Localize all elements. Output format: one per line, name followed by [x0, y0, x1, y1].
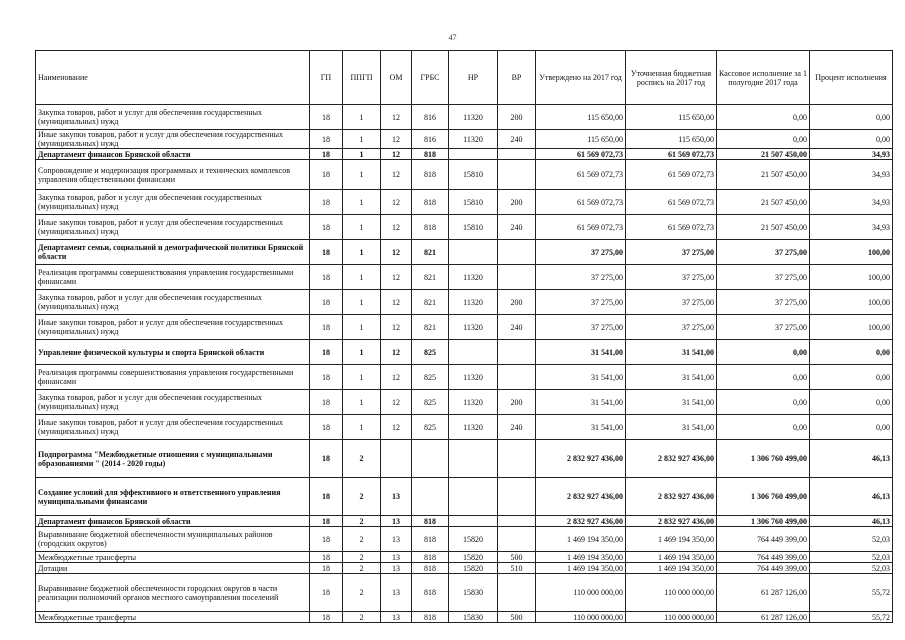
cell-grbs: 816	[412, 105, 449, 130]
cell-gp: 18	[310, 516, 343, 527]
cell-name: Департамент семьи, социальной и демографической политики Брянской области	[36, 240, 310, 265]
cell-nr: 11320	[449, 315, 498, 340]
cell-grbs: 821	[412, 265, 449, 290]
cell-cash: 1 306 760 499,00	[717, 440, 810, 478]
cell-nr: 11320	[449, 365, 498, 390]
cell-vr: 240	[498, 415, 536, 440]
cell-gp: 18	[310, 612, 343, 623]
cell-refined: 37 275,00	[626, 240, 717, 265]
cell-approved: 1 469 194 350,00	[536, 563, 626, 574]
cell-ppgp: 2	[343, 552, 381, 563]
cell-refined: 2 832 927 436,00	[626, 440, 717, 478]
header-nr: НР	[449, 51, 498, 105]
cell-gp: 18	[310, 315, 343, 340]
cell-refined: 2 832 927 436,00	[626, 516, 717, 527]
cell-name: Иные закупки товаров, работ и услуг для обеспечения государственных (муниципальных) нужд	[36, 130, 310, 149]
cell-grbs	[412, 478, 449, 516]
cell-percent: 55,72	[810, 612, 893, 623]
cell-vr: 510	[498, 563, 536, 574]
cell-om: 13	[381, 478, 412, 516]
cell-name: Управление физической культуры и спорта Брянской области	[36, 340, 310, 365]
cell-cash: 0,00	[717, 390, 810, 415]
cell-approved: 37 275,00	[536, 240, 626, 265]
cell-gp: 18	[310, 265, 343, 290]
cell-approved: 61 569 072,73	[536, 149, 626, 160]
cell-nr	[449, 478, 498, 516]
table-row	[36, 390, 893, 415]
cell-cash: 37 275,00	[717, 315, 810, 340]
cell-ppgp: 1	[343, 130, 381, 149]
cell-ppgp: 1	[343, 215, 381, 240]
cell-om: 13	[381, 516, 412, 527]
cell-grbs: 821	[412, 290, 449, 315]
cell-vr	[498, 265, 536, 290]
cell-percent: 100,00	[810, 315, 893, 340]
cell-name: Закупка товаров, работ и услуг для обеспечения государственных (муниципальных) нужд	[36, 290, 310, 315]
cell-om: 12	[381, 415, 412, 440]
cell-gp: 18	[310, 563, 343, 574]
cell-om: 13	[381, 563, 412, 574]
cell-name: Межбюджетные трансферты	[36, 552, 310, 563]
cell-name: Реализация программы совершенствования управления государственными финансами	[36, 365, 310, 390]
cell-grbs: 818	[412, 574, 449, 612]
cell-percent: 52,03	[810, 552, 893, 563]
cell-om: 12	[381, 390, 412, 415]
cell-approved: 61 569 072,73	[536, 160, 626, 190]
table-row	[36, 478, 893, 516]
table-row	[36, 215, 893, 240]
cell-name: Иные закупки товаров, работ и услуг для обеспечения государственных (муниципальных) нужд	[36, 315, 310, 340]
cell-gp: 18	[310, 365, 343, 390]
cell-approved: 1 469 194 350,00	[536, 552, 626, 563]
cell-refined: 31 541,00	[626, 340, 717, 365]
cell-refined: 110 000 000,00	[626, 574, 717, 612]
cell-om: 13	[381, 527, 412, 552]
cell-grbs: 825	[412, 390, 449, 415]
cell-vr: 240	[498, 215, 536, 240]
table-row	[36, 552, 893, 563]
cell-grbs: 818	[412, 149, 449, 160]
cell-ppgp: 2	[343, 527, 381, 552]
cell-percent: 34,93	[810, 215, 893, 240]
cell-approved: 2 832 927 436,00	[536, 440, 626, 478]
cell-ppgp: 1	[343, 365, 381, 390]
cell-grbs	[412, 440, 449, 478]
cell-approved: 110 000 000,00	[536, 574, 626, 612]
cell-vr: 240	[498, 315, 536, 340]
cell-gp: 18	[310, 574, 343, 612]
cell-approved: 115 650,00	[536, 130, 626, 149]
cell-grbs: 825	[412, 340, 449, 365]
cell-vr	[498, 240, 536, 265]
cell-percent: 0,00	[810, 365, 893, 390]
cell-name: Закупка товаров, работ и услуг для обеспечения государственных (муниципальных) нужд	[36, 105, 310, 130]
cell-cash: 1 306 760 499,00	[717, 516, 810, 527]
cell-ppgp: 2	[343, 516, 381, 527]
cell-approved: 61 569 072,73	[536, 190, 626, 215]
cell-grbs: 818	[412, 612, 449, 623]
cell-name: Выравнивание бюджетной обеспеченности городских округов в части реализации полномочий органов местного самоуправления поселений	[36, 574, 310, 612]
cell-ppgp: 1	[343, 415, 381, 440]
cell-om: 12	[381, 240, 412, 265]
cell-name: Реализация программы совершенствования управления государственными финансами	[36, 265, 310, 290]
table-row	[36, 563, 893, 574]
cell-cash: 37 275,00	[717, 240, 810, 265]
cell-approved: 37 275,00	[536, 290, 626, 315]
cell-gp: 18	[310, 105, 343, 130]
cell-nr: 11320	[449, 105, 498, 130]
cell-gp: 18	[310, 478, 343, 516]
cell-nr: 11320	[449, 265, 498, 290]
cell-vr: 200	[498, 190, 536, 215]
cell-percent: 0,00	[810, 415, 893, 440]
table-row	[36, 527, 893, 552]
header-gp: ГП	[310, 51, 343, 105]
cell-grbs: 818	[412, 527, 449, 552]
cell-refined: 61 569 072,73	[626, 149, 717, 160]
cell-cash: 61 287 126,00	[717, 612, 810, 623]
cell-gp: 18	[310, 190, 343, 215]
cell-nr: 15830	[449, 574, 498, 612]
cell-gp: 18	[310, 527, 343, 552]
cell-cash: 61 287 126,00	[717, 574, 810, 612]
cell-refined: 61 569 072,73	[626, 215, 717, 240]
cell-percent: 34,93	[810, 190, 893, 215]
cell-approved: 110 000 000,00	[536, 612, 626, 623]
cell-approved: 1 469 194 350,00	[536, 527, 626, 552]
cell-nr	[449, 240, 498, 265]
header-ppgp: ППГП	[343, 51, 381, 105]
cell-vr: 500	[498, 552, 536, 563]
cell-vr	[498, 478, 536, 516]
header-row	[36, 51, 893, 105]
cell-approved: 2 832 927 436,00	[536, 516, 626, 527]
table-row	[36, 240, 893, 265]
cell-nr: 11320	[449, 290, 498, 315]
header-name: Наименование	[36, 51, 310, 105]
cell-name: Выравнивание бюджетной обеспеченности муниципальных районов (городских округов)	[36, 527, 310, 552]
budget-table	[35, 50, 893, 623]
cell-approved: 115 650,00	[536, 105, 626, 130]
cell-cash: 764 449 399,00	[717, 563, 810, 574]
cell-name: Департамент финансов Брянской области	[36, 516, 310, 527]
cell-percent: 46,13	[810, 440, 893, 478]
cell-cash: 764 449 399,00	[717, 527, 810, 552]
header-approved: Утверждено на 2017 год	[536, 51, 626, 105]
cell-ppgp: 1	[343, 390, 381, 415]
cell-om: 13	[381, 552, 412, 563]
cell-cash: 21 507 450,00	[717, 149, 810, 160]
header-om: ОМ	[381, 51, 412, 105]
cell-refined: 37 275,00	[626, 265, 717, 290]
cell-grbs: 825	[412, 415, 449, 440]
cell-refined: 31 541,00	[626, 365, 717, 390]
header-vr: ВР	[498, 51, 536, 105]
table-row	[36, 516, 893, 527]
cell-om: 12	[381, 190, 412, 215]
cell-grbs: 818	[412, 190, 449, 215]
cell-gp: 18	[310, 160, 343, 190]
cell-nr: 15830	[449, 612, 498, 623]
cell-vr: 200	[498, 390, 536, 415]
cell-name: Иные закупки товаров, работ и услуг для обеспечения государственных (муниципальных) нужд	[36, 415, 310, 440]
cell-vr	[498, 160, 536, 190]
cell-gp: 18	[310, 149, 343, 160]
table-row	[36, 315, 893, 340]
cell-cash: 0,00	[717, 415, 810, 440]
table-row	[36, 340, 893, 365]
page-number: 47	[448, 33, 457, 42]
cell-approved: 37 275,00	[536, 315, 626, 340]
cell-approved: 31 541,00	[536, 415, 626, 440]
header-grbs: ГРБС	[412, 51, 449, 105]
cell-refined: 1 469 194 350,00	[626, 563, 717, 574]
cell-nr	[449, 340, 498, 365]
table-row	[36, 612, 893, 623]
cell-om: 12	[381, 365, 412, 390]
cell-cash: 0,00	[717, 105, 810, 130]
cell-percent: 0,00	[810, 105, 893, 130]
cell-cash: 0,00	[717, 365, 810, 390]
cell-approved: 31 541,00	[536, 365, 626, 390]
cell-om: 12	[381, 290, 412, 315]
cell-approved: 31 541,00	[536, 390, 626, 415]
cell-om: 12	[381, 265, 412, 290]
cell-vr: 240	[498, 130, 536, 149]
cell-ppgp: 1	[343, 315, 381, 340]
cell-vr	[498, 440, 536, 478]
table-row	[36, 105, 893, 130]
table-row	[36, 149, 893, 160]
cell-ppgp: 2	[343, 574, 381, 612]
cell-gp: 18	[310, 415, 343, 440]
cell-name: Подпрограмма "Межбюджетные отношения с муниципальными образованиями " (2014 - 2020 годы)	[36, 440, 310, 478]
cell-vr	[498, 516, 536, 527]
cell-approved: 37 275,00	[536, 265, 626, 290]
cell-approved: 61 569 072,73	[536, 215, 626, 240]
cell-name: Создание условий для эффективного и ответственного управления муниципальными финансами	[36, 478, 310, 516]
cell-om: 12	[381, 215, 412, 240]
cell-grbs: 818	[412, 563, 449, 574]
cell-refined: 115 650,00	[626, 130, 717, 149]
cell-vr	[498, 527, 536, 552]
cell-name: Сопровождение и модернизация программных и технических комплексов управления общественными финансами	[36, 160, 310, 190]
cell-gp: 18	[310, 340, 343, 365]
cell-nr: 15820	[449, 552, 498, 563]
cell-cash: 21 507 450,00	[717, 215, 810, 240]
cell-grbs: 818	[412, 516, 449, 527]
cell-cash: 21 507 450,00	[717, 190, 810, 215]
cell-refined: 110 000 000,00	[626, 612, 717, 623]
cell-refined: 1 469 194 350,00	[626, 527, 717, 552]
cell-gp: 18	[310, 130, 343, 149]
cell-nr	[449, 149, 498, 160]
cell-refined: 37 275,00	[626, 290, 717, 315]
cell-approved: 31 541,00	[536, 340, 626, 365]
table-row	[36, 415, 893, 440]
cell-gp: 18	[310, 215, 343, 240]
header-refined: Уточненная бюджетная роспись на 2017 год	[626, 51, 717, 105]
table-row	[36, 265, 893, 290]
cell-percent: 100,00	[810, 240, 893, 265]
cell-cash: 21 507 450,00	[717, 160, 810, 190]
header-percent: Процент исполнения	[810, 51, 893, 105]
cell-om: 12	[381, 130, 412, 149]
cell-percent: 0,00	[810, 130, 893, 149]
cell-percent: 55,72	[810, 574, 893, 612]
cell-name: Иные закупки товаров, работ и услуг для обеспечения государственных (муниципальных) нужд	[36, 215, 310, 240]
cell-ppgp: 1	[343, 290, 381, 315]
cell-percent: 0,00	[810, 340, 893, 365]
cell-vr	[498, 149, 536, 160]
table-row	[36, 440, 893, 478]
cell-percent: 0,00	[810, 390, 893, 415]
cell-refined: 1 469 194 350,00	[626, 552, 717, 563]
cell-vr	[498, 365, 536, 390]
cell-ppgp: 1	[343, 240, 381, 265]
cell-percent: 100,00	[810, 290, 893, 315]
cell-percent: 52,03	[810, 563, 893, 574]
cell-vr: 200	[498, 290, 536, 315]
cell-ppgp: 2	[343, 440, 381, 478]
cell-cash: 37 275,00	[717, 290, 810, 315]
cell-ppgp: 2	[343, 478, 381, 516]
cell-refined: 61 569 072,73	[626, 190, 717, 215]
cell-gp: 18	[310, 390, 343, 415]
cell-ppgp: 1	[343, 265, 381, 290]
cell-refined: 37 275,00	[626, 315, 717, 340]
cell-grbs: 825	[412, 365, 449, 390]
cell-grbs: 818	[412, 160, 449, 190]
cell-ppgp: 1	[343, 149, 381, 160]
cell-cash: 1 306 760 499,00	[717, 478, 810, 516]
cell-refined: 115 650,00	[626, 105, 717, 130]
cell-nr: 11320	[449, 130, 498, 149]
cell-gp: 18	[310, 440, 343, 478]
header-cash: Кассовое исполнение за 1 полугодие 2017 года	[717, 51, 810, 105]
cell-gp: 18	[310, 290, 343, 315]
cell-cash: 0,00	[717, 130, 810, 149]
cell-percent: 46,13	[810, 516, 893, 527]
cell-refined: 31 541,00	[626, 390, 717, 415]
cell-ppgp: 1	[343, 105, 381, 130]
cell-om: 12	[381, 315, 412, 340]
cell-refined: 31 541,00	[626, 415, 717, 440]
cell-name: Дотации	[36, 563, 310, 574]
cell-grbs: 816	[412, 130, 449, 149]
cell-ppgp: 1	[343, 190, 381, 215]
cell-om: 12	[381, 340, 412, 365]
cell-gp: 18	[310, 240, 343, 265]
cell-percent: 100,00	[810, 265, 893, 290]
cell-om: 13	[381, 612, 412, 623]
cell-cash: 764 449 399,00	[717, 552, 810, 563]
cell-vr: 200	[498, 105, 536, 130]
cell-grbs: 818	[412, 215, 449, 240]
cell-om: 12	[381, 149, 412, 160]
cell-name: Департамент финансов Брянской области	[36, 149, 310, 160]
cell-percent: 52,03	[810, 527, 893, 552]
cell-om: 13	[381, 574, 412, 612]
cell-ppgp: 1	[343, 160, 381, 190]
cell-ppgp: 2	[343, 612, 381, 623]
cell-name: Межбюджетные трансферты	[36, 612, 310, 623]
cell-approved: 2 832 927 436,00	[536, 478, 626, 516]
table-row	[36, 160, 893, 190]
table-row	[36, 365, 893, 390]
cell-nr	[449, 516, 498, 527]
cell-percent: 34,93	[810, 149, 893, 160]
cell-nr: 15810	[449, 190, 498, 215]
cell-grbs: 818	[412, 552, 449, 563]
cell-cash: 37 275,00	[717, 265, 810, 290]
cell-om: 12	[381, 105, 412, 130]
cell-om	[381, 440, 412, 478]
cell-nr: 11320	[449, 415, 498, 440]
cell-om: 12	[381, 160, 412, 190]
table-body	[36, 105, 893, 623]
table-row	[36, 190, 893, 215]
cell-percent: 34,93	[810, 160, 893, 190]
cell-refined: 61 569 072,73	[626, 160, 717, 190]
cell-gp: 18	[310, 552, 343, 563]
cell-nr	[449, 440, 498, 478]
cell-nr: 15820	[449, 527, 498, 552]
table-row	[36, 290, 893, 315]
cell-grbs: 821	[412, 315, 449, 340]
cell-percent: 46,13	[810, 478, 893, 516]
table-row	[36, 130, 893, 149]
cell-nr: 15820	[449, 563, 498, 574]
cell-nr: 15810	[449, 215, 498, 240]
cell-vr	[498, 574, 536, 612]
cell-name: Закупка товаров, работ и услуг для обеспечения государственных (муниципальных) нужд	[36, 190, 310, 215]
cell-name: Закупка товаров, работ и услуг для обеспечения государственных (муниципальных) нужд	[36, 390, 310, 415]
cell-cash: 0,00	[717, 340, 810, 365]
table-row	[36, 574, 893, 612]
cell-vr	[498, 340, 536, 365]
cell-refined: 2 832 927 436,00	[626, 478, 717, 516]
cell-vr: 500	[498, 612, 536, 623]
cell-nr: 15810	[449, 160, 498, 190]
cell-grbs: 821	[412, 240, 449, 265]
cell-nr: 11320	[449, 390, 498, 415]
cell-ppgp: 2	[343, 563, 381, 574]
cell-ppgp: 1	[343, 340, 381, 365]
